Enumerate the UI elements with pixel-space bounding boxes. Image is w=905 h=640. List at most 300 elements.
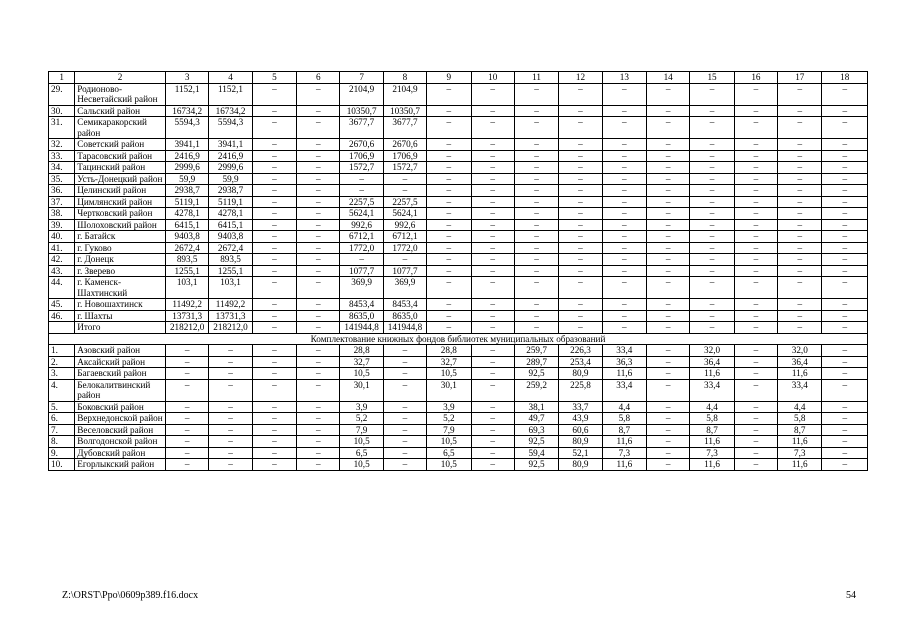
value-cell: 2938,7 (209, 185, 252, 197)
value-cell: – (778, 139, 822, 151)
table-row (49, 424, 868, 436)
value-cell: – (252, 196, 296, 208)
value-cell: 7,3 (778, 447, 822, 459)
value-cell: – (427, 299, 471, 311)
value-cell: – (383, 173, 426, 185)
value-cell: 80,9 (559, 459, 602, 471)
column-number-cell: 13 (602, 72, 646, 84)
value-cell: – (822, 424, 868, 436)
value-cell: – (471, 436, 514, 448)
table-row (49, 231, 868, 243)
value-cell: 11,6 (778, 459, 822, 471)
value-cell: – (471, 345, 514, 357)
value-cell: – (690, 208, 734, 220)
value-cell: – (559, 265, 602, 277)
value-cell: – (514, 117, 558, 139)
table-row (49, 150, 868, 162)
value-cell: 36,3 (602, 356, 646, 368)
value-cell: – (514, 254, 558, 266)
column-number-cell: 11 (514, 72, 558, 84)
value-cell: – (822, 447, 868, 459)
value-cell: – (559, 322, 602, 334)
value-cell: – (514, 105, 558, 117)
value-cell: – (427, 322, 471, 334)
value-cell: – (647, 265, 690, 277)
value-cell: – (514, 173, 558, 185)
value-cell: – (559, 173, 602, 185)
table-row (49, 265, 868, 277)
value-cell: – (559, 310, 602, 322)
value-cell: – (514, 299, 558, 311)
value-cell: – (297, 150, 340, 162)
value-cell: – (559, 277, 602, 299)
value-cell: – (647, 254, 690, 266)
row-number-cell: 31. (49, 117, 75, 139)
value-cell: – (252, 173, 296, 185)
value-cell: 33,4 (602, 379, 646, 401)
value-cell: – (822, 162, 868, 174)
value-cell: – (252, 219, 296, 231)
value-cell: – (734, 368, 777, 380)
value-cell: 92,5 (514, 436, 558, 448)
table-row (49, 117, 868, 139)
value-cell: – (209, 401, 252, 413)
row-number-cell: 29. (49, 83, 75, 105)
value-cell: 33,4 (690, 379, 734, 401)
value-cell: – (602, 265, 646, 277)
value-cell: – (471, 413, 514, 425)
value-cell: 10350,7 (340, 105, 383, 117)
column-number-cell: 4 (209, 72, 252, 84)
value-cell: – (514, 277, 558, 299)
district-name-cell: г. Зверево (75, 265, 166, 277)
value-cell: 2257,5 (340, 196, 383, 208)
value-cell: 992,6 (383, 219, 426, 231)
value-cell: – (252, 401, 296, 413)
table-row (49, 413, 868, 425)
row-number-cell: 46. (49, 310, 75, 322)
value-cell: – (734, 83, 777, 105)
district-name-cell: г. Гуково (75, 242, 166, 254)
row-number-cell: 3. (49, 368, 75, 380)
value-cell: – (690, 299, 734, 311)
value-cell: 30,1 (340, 379, 383, 401)
value-cell: – (165, 345, 208, 357)
value-cell: – (778, 83, 822, 105)
value-cell: – (559, 208, 602, 220)
value-cell: – (734, 459, 777, 471)
value-cell: – (734, 162, 777, 174)
value-cell: – (602, 196, 646, 208)
value-cell: – (471, 299, 514, 311)
value-cell: – (252, 242, 296, 254)
value-cell: – (427, 254, 471, 266)
value-cell: – (471, 139, 514, 151)
value-cell: – (383, 459, 426, 471)
row-number-cell: 30. (49, 105, 75, 117)
value-cell: 8635,0 (340, 310, 383, 322)
value-cell: 52,1 (559, 447, 602, 459)
value-cell: – (383, 356, 426, 368)
value-cell: 11,6 (778, 368, 822, 380)
value-cell: – (778, 322, 822, 334)
value-cell: – (602, 208, 646, 220)
value-cell: – (690, 162, 734, 174)
row-number-cell (49, 322, 75, 334)
value-cell: – (690, 139, 734, 151)
value-cell: – (471, 242, 514, 254)
column-number-cell: 5 (252, 72, 296, 84)
value-cell: – (734, 277, 777, 299)
value-cell: 3677,7 (340, 117, 383, 139)
value-cell: – (647, 368, 690, 380)
value-cell: 11,6 (690, 368, 734, 380)
value-cell: – (559, 105, 602, 117)
value-cell: – (383, 368, 426, 380)
value-cell: 2670,6 (340, 139, 383, 151)
column-number-cell: 2 (75, 72, 166, 84)
value-cell: – (690, 173, 734, 185)
value-cell: – (602, 185, 646, 197)
value-cell: 2999,6 (165, 162, 208, 174)
value-cell: – (734, 242, 777, 254)
value-cell: – (514, 322, 558, 334)
value-cell: – (383, 379, 426, 401)
table-row (49, 459, 868, 471)
table-row (49, 447, 868, 459)
value-cell: 8635,0 (383, 310, 426, 322)
value-cell: – (252, 117, 296, 139)
value-cell: – (252, 459, 296, 471)
value-cell: 8453,4 (383, 299, 426, 311)
value-cell: – (559, 150, 602, 162)
value-cell: – (559, 196, 602, 208)
value-cell: – (165, 368, 208, 380)
value-cell: – (734, 413, 777, 425)
value-cell: 5,2 (427, 413, 471, 425)
value-cell: – (427, 196, 471, 208)
district-name-cell: Тарасовский район (75, 150, 166, 162)
value-cell: – (427, 83, 471, 105)
value-cell: – (427, 185, 471, 197)
value-cell: 8453,4 (340, 299, 383, 311)
value-cell: – (383, 436, 426, 448)
table-row (49, 254, 868, 266)
value-cell: 3,9 (427, 401, 471, 413)
value-cell: – (514, 139, 558, 151)
value-cell: – (602, 242, 646, 254)
value-cell: – (822, 150, 868, 162)
value-cell: 2672,4 (165, 242, 208, 254)
district-name-cell: Семикаракорский район (75, 117, 166, 139)
value-cell: – (822, 185, 868, 197)
district-name-cell: Родионово-Несветайский район (75, 83, 166, 105)
row-number-cell: 2. (49, 356, 75, 368)
value-cell: 5119,1 (209, 196, 252, 208)
value-cell: – (471, 322, 514, 334)
value-cell: – (822, 379, 868, 401)
value-cell: – (471, 356, 514, 368)
value-cell: – (471, 277, 514, 299)
value-cell: 7,9 (427, 424, 471, 436)
value-cell: 11,6 (602, 368, 646, 380)
value-cell: – (647, 459, 690, 471)
value-cell: 141944,8 (383, 322, 426, 334)
value-cell: – (559, 219, 602, 231)
value-cell: – (602, 150, 646, 162)
district-name-cell: Сальский район (75, 105, 166, 117)
value-cell: – (647, 139, 690, 151)
value-cell: 1706,9 (340, 150, 383, 162)
value-cell: – (822, 265, 868, 277)
value-cell: – (690, 242, 734, 254)
value-cell: – (778, 254, 822, 266)
value-cell: – (297, 265, 340, 277)
value-cell: – (297, 254, 340, 266)
column-number-cell: 3 (165, 72, 208, 84)
value-cell: – (252, 356, 296, 368)
value-cell: – (297, 83, 340, 105)
table-row (49, 310, 868, 322)
value-cell: – (165, 413, 208, 425)
value-cell: 2104,9 (340, 83, 383, 105)
value-cell: – (471, 208, 514, 220)
value-cell: – (471, 265, 514, 277)
value-cell: – (690, 105, 734, 117)
value-cell: – (209, 436, 252, 448)
value-cell: – (734, 447, 777, 459)
value-cell: – (778, 117, 822, 139)
value-cell: – (427, 173, 471, 185)
value-cell: – (297, 368, 340, 380)
table-row (49, 162, 868, 174)
value-cell: 80,9 (559, 436, 602, 448)
value-cell: – (252, 368, 296, 380)
value-cell: 2999,6 (209, 162, 252, 174)
value-cell: – (297, 231, 340, 243)
value-cell: – (647, 196, 690, 208)
value-cell: 218212,0 (165, 322, 208, 334)
value-cell: – (252, 83, 296, 105)
value-cell: – (690, 117, 734, 139)
value-cell: 3,9 (340, 401, 383, 413)
row-number-cell: 45. (49, 299, 75, 311)
value-cell: 893,5 (209, 254, 252, 266)
value-cell: – (297, 185, 340, 197)
value-cell: – (822, 105, 868, 117)
value-cell: – (602, 83, 646, 105)
district-name-cell: Верхнедонской район (75, 413, 166, 425)
value-cell: 1077,7 (340, 265, 383, 277)
value-cell: – (647, 322, 690, 334)
value-cell: – (471, 447, 514, 459)
value-cell: – (383, 345, 426, 357)
value-cell: – (514, 265, 558, 277)
value-cell: 9403,8 (165, 231, 208, 243)
value-cell: – (209, 413, 252, 425)
value-cell: 13731,3 (165, 310, 208, 322)
value-cell: 60,6 (559, 424, 602, 436)
value-cell: 369,9 (340, 277, 383, 299)
value-cell: – (822, 83, 868, 105)
value-cell: – (734, 322, 777, 334)
value-cell: 103,1 (165, 277, 208, 299)
value-cell: – (427, 310, 471, 322)
value-cell: – (297, 173, 340, 185)
value-cell: – (297, 219, 340, 231)
value-cell: 1077,7 (383, 265, 426, 277)
value-cell: – (822, 219, 868, 231)
value-cell: 992,6 (340, 219, 383, 231)
value-cell: – (427, 162, 471, 174)
value-cell: – (297, 242, 340, 254)
value-cell: – (647, 242, 690, 254)
value-cell: – (559, 242, 602, 254)
value-cell: – (209, 368, 252, 380)
table-row (49, 401, 868, 413)
value-cell: 36,4 (690, 356, 734, 368)
value-cell: – (297, 299, 340, 311)
value-cell: – (252, 185, 296, 197)
value-cell: – (427, 117, 471, 139)
value-cell: – (690, 322, 734, 334)
value-cell: 36,4 (778, 356, 822, 368)
table-row (49, 185, 868, 197)
value-cell: – (297, 447, 340, 459)
value-cell: – (297, 277, 340, 299)
row-number-cell: 8. (49, 436, 75, 448)
value-cell: 2938,7 (165, 185, 208, 197)
row-number-cell: 32. (49, 139, 75, 151)
value-cell: – (471, 459, 514, 471)
value-cell: 5,8 (690, 413, 734, 425)
value-cell: 4278,1 (165, 208, 208, 220)
page-number: 54 (846, 590, 856, 601)
value-cell: – (734, 424, 777, 436)
value-cell: 3941,1 (209, 139, 252, 151)
section-title: Комплектование книжных фондов библиотек муниципальных образований (49, 333, 868, 345)
value-cell: 5594,3 (165, 117, 208, 139)
value-cell: – (647, 401, 690, 413)
value-cell: 32,0 (690, 345, 734, 357)
value-cell: – (252, 139, 296, 151)
value-cell: – (252, 345, 296, 357)
value-cell: – (778, 185, 822, 197)
district-name-cell: Аксайский район (75, 356, 166, 368)
value-cell: – (602, 322, 646, 334)
value-cell: – (822, 345, 868, 357)
value-cell: – (734, 219, 777, 231)
value-cell: – (383, 401, 426, 413)
value-cell: – (734, 208, 777, 220)
value-cell: – (647, 162, 690, 174)
value-cell: 218212,0 (209, 322, 252, 334)
value-cell: – (822, 196, 868, 208)
value-cell: – (297, 345, 340, 357)
value-cell: – (471, 185, 514, 197)
value-cell: 3677,7 (383, 117, 426, 139)
value-cell: – (297, 208, 340, 220)
value-cell: – (297, 196, 340, 208)
value-cell: 92,5 (514, 459, 558, 471)
value-cell: – (778, 105, 822, 117)
value-cell: – (252, 447, 296, 459)
district-name-cell: Боковский район (75, 401, 166, 413)
document-path: Z:\ORST\Ppo\0609p389.f16.docx (62, 590, 199, 601)
value-cell: 1572,7 (340, 162, 383, 174)
value-cell: – (602, 105, 646, 117)
value-cell: 11,6 (690, 459, 734, 471)
value-cell: – (734, 117, 777, 139)
value-cell: – (383, 424, 426, 436)
value-cell: 8,7 (602, 424, 646, 436)
value-cell: 38,1 (514, 401, 558, 413)
row-number-cell: 10. (49, 459, 75, 471)
value-cell: – (297, 105, 340, 117)
row-number-cell: 35. (49, 173, 75, 185)
value-cell: – (690, 150, 734, 162)
value-cell: 5624,1 (383, 208, 426, 220)
value-cell: 6712,1 (383, 231, 426, 243)
district-name-cell: Советский район (75, 139, 166, 151)
value-cell: – (822, 277, 868, 299)
value-cell: – (778, 219, 822, 231)
value-cell: – (340, 173, 383, 185)
table-row (49, 105, 868, 117)
value-cell: 69,3 (514, 424, 558, 436)
value-cell: 5,2 (340, 413, 383, 425)
value-cell: 11,6 (602, 459, 646, 471)
value-cell: – (734, 254, 777, 266)
column-number-cell: 16 (734, 72, 777, 84)
value-cell: – (778, 299, 822, 311)
district-name-cell: Целинский район (75, 185, 166, 197)
table-row (49, 345, 868, 357)
table-row (49, 356, 868, 368)
value-cell: – (471, 368, 514, 380)
value-cell: – (559, 254, 602, 266)
value-cell: – (427, 231, 471, 243)
value-cell: – (647, 83, 690, 105)
value-cell: – (690, 310, 734, 322)
value-cell: – (822, 436, 868, 448)
value-cell: – (559, 83, 602, 105)
value-cell: – (252, 310, 296, 322)
value-cell: – (252, 379, 296, 401)
value-cell: 8,7 (778, 424, 822, 436)
row-number-cell: 44. (49, 277, 75, 299)
value-cell: – (471, 231, 514, 243)
value-cell: 5,8 (602, 413, 646, 425)
district-name-cell: Шолоховский район (75, 219, 166, 231)
table-row (49, 277, 868, 299)
value-cell: – (690, 254, 734, 266)
value-cell: – (602, 277, 646, 299)
value-cell: – (297, 379, 340, 401)
value-cell: – (209, 447, 252, 459)
value-cell: 32,7 (427, 356, 471, 368)
value-cell: – (559, 139, 602, 151)
value-cell: 6,5 (340, 447, 383, 459)
district-name-cell: Дубовский район (75, 447, 166, 459)
value-cell: 13731,3 (209, 310, 252, 322)
district-name-cell: г. Шахты (75, 310, 166, 322)
table-row (49, 368, 868, 380)
column-number-cell: 1 (49, 72, 75, 84)
row-number-cell: 5. (49, 401, 75, 413)
value-cell: – (647, 310, 690, 322)
value-cell: – (209, 356, 252, 368)
